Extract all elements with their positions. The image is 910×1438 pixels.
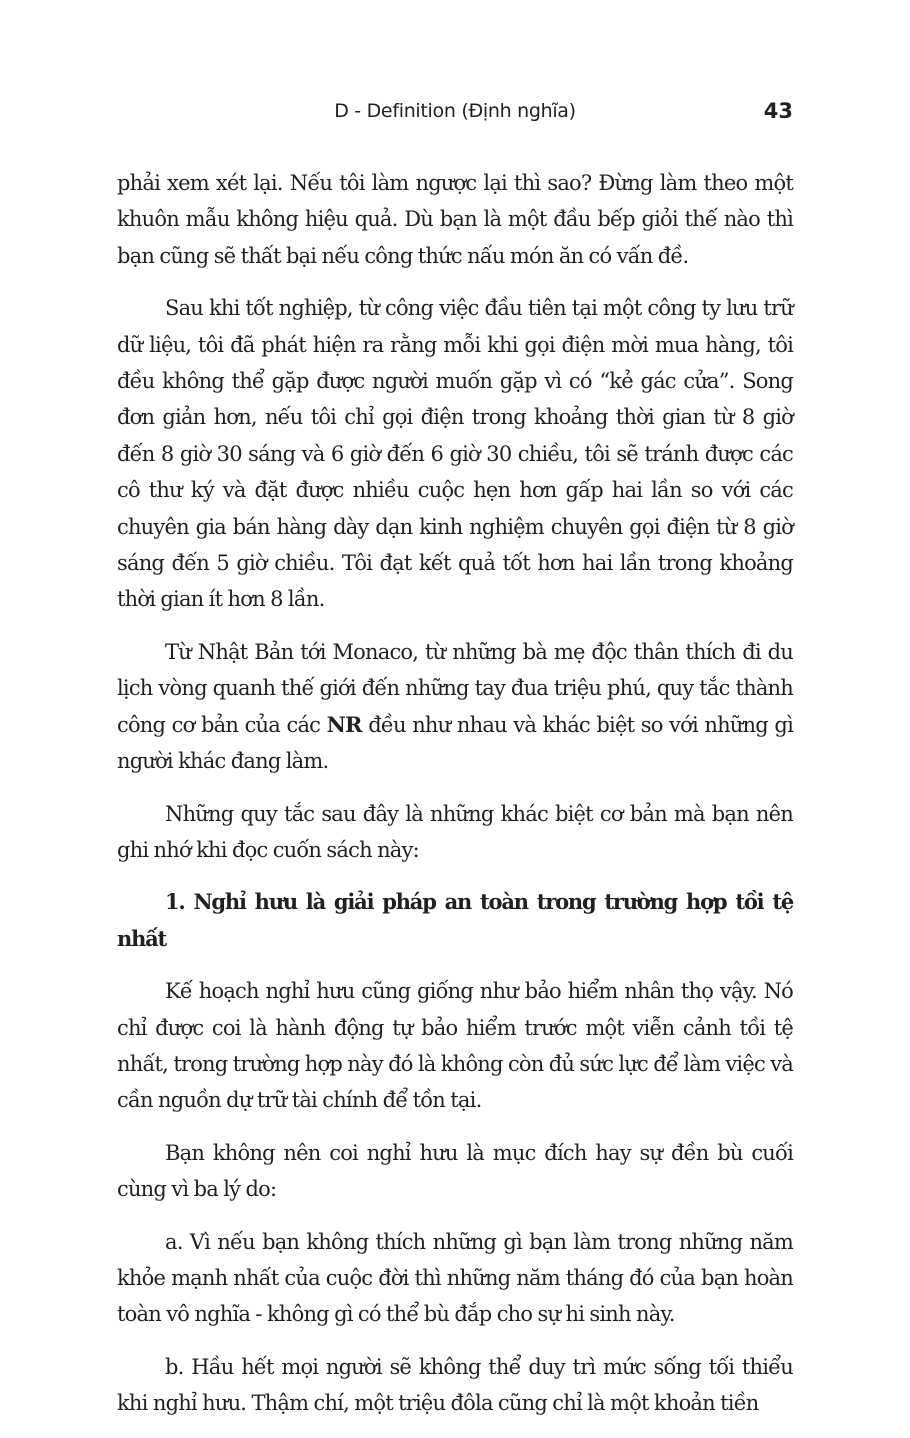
paragraph-data-storage-story: Sau khi tốt nghiệp, từ công việc đầu tiên tại một công ty lưu trữ dữ liệu, tôi đã phát hiện ra rằng mỗi khi gọi điện mời mua hàng, tôi đều không thể gặp được người muốn gặp vì có “kẻ gác cửa”. Song đơn giản hơn, nếu tôi chỉ gọi điện trong khoảng thời gian từ 8 giờ đến 8 giờ 30 sáng và 6 giờ đến 6 giờ 30 chiều, tôi sẽ tránh được các cô thư ký và đặt được nhiều cuộc hẹn hơn gấp hai lần so với các chuyên gia bán hàng dày dạn kinh nghiệm chuyên gọi điện từ 8 giờ sáng đến 5 giờ chiều. Tôi đạt kết quả tốt hơn hai lần trong khoảng thời gian ít hơn 8 lần. [117,296,793,612]
running-title: D - Definition (Định nghĩa) [334,100,576,122]
paragraph-nr-rules [117,634,793,780]
paragraph-three-reasons: Bạn không nên coi nghỉ hưu là mục đích hay sự đền bù cuối cùng vì ba lý do: [117,1140,793,1202]
section-heading-retirement: 1. Nghỉ hưu là giải pháp an toàn trong trường hợp tồi tệ nhất [117,889,793,951]
running-header [117,94,793,128]
paragraph-rules-intro: Những quy tắc sau đây là những khác biệt cơ bản mà bạn nên ghi nhớ khi đọc cuốn sách này: [117,801,793,862]
nr-term: NR [326,711,362,737]
paragraph-reason-b: b. Hầu hết mọi người sẽ không thể duy trì mức sống tối thiểu khi nghỉ hưu. Thậm chí, một triệu đôla cũng chỉ là một khoản tiền [117,1354,793,1416]
paragraph-continuation: phải xem xét lại. Nếu tôi làm ngược lại thì sao? Đừng làm theo một khuôn mẫu không hiệu quả. Dù bạn là một đầu bếp giỏi thế nào thì bạn cũng sẽ thất bại nếu công thức nấu món ăn có vấn đề. [117,171,793,268]
paragraph-text-before: Từ Nhật Bản tới Monaco, từ những bà mẹ độc thân thích đi du lịch vòng quanh thế giới đến những tay đua triệu phú, quy tắc thành công cơ bản của các [117,639,793,737]
paragraph-reason-a: a. Vì nếu bạn không thích những gì bạn làm trong những năm khỏe mạnh nhất của cuộc đời thì những năm tháng đó của bạn hoàn toàn vô nghĩa - không gì có thể bù đắp cho sự hi sinh này. [117,1229,793,1327]
paragraph-retirement-insurance: Kế hoạch nghỉ hưu cũng giống như bảo hiểm nhân thọ vậy. Nó chỉ được coi là hành động tự bảo hiểm trước một viễn cảnh tồi tệ nhất, trong trường hợp này đó là không còn đủ sức lực để làm việc và cần nguồn dự trữ tài chính để tồn tại. [117,979,793,1113]
paragraph-text-after: đều như nhau và khác biệt so với những gì người khác đang làm. [117,712,793,774]
body-text [117,165,793,1438]
page-number: 43 [763,99,793,123]
